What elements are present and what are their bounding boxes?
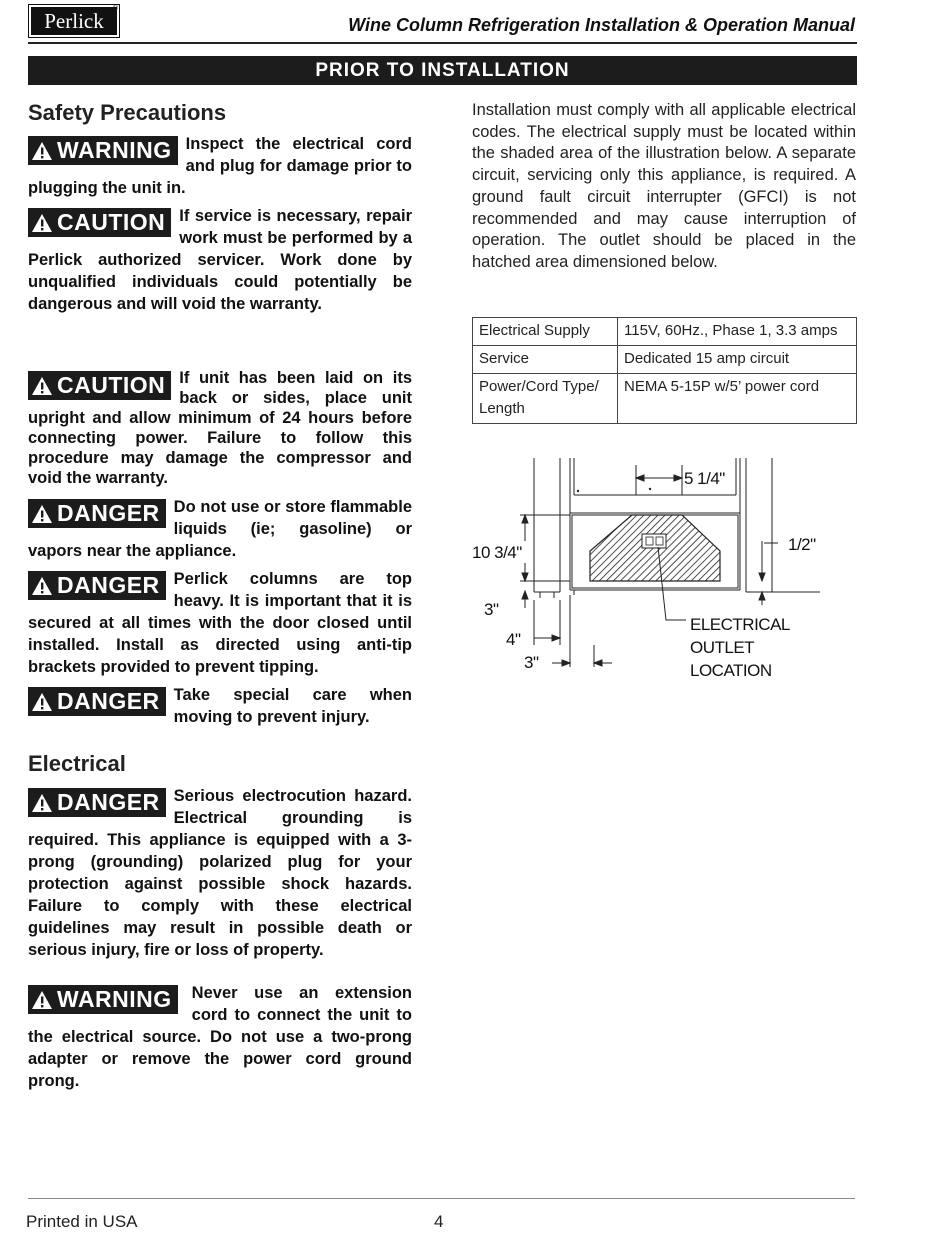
dim-right-label: 1/2" [788,535,816,554]
dim-4-label: 4" [506,630,521,649]
warning-triangle-icon [31,376,53,396]
warning-badge [28,136,178,165]
logo-wordmark: Perlick [31,7,117,35]
danger-badge [28,499,166,528]
alert-text: Never use an extension cord to connect the unit to the electrical source. Do not use a two-prong adapter or remove the power cord ground prong. [28,984,412,1090]
alert-warning-extension-cord [28,982,412,1092]
alert-caution-service [28,205,412,315]
spec-value: Dedicated 15 amp circuit [618,346,857,374]
alert-danger-flammable [28,496,412,562]
footer-printed-in: Printed in USA [26,1212,138,1231]
warning-badge [28,985,178,1014]
dim-top-label: 5 1/4" [684,469,725,488]
alert-text: If service is necessary, repair work must be performed by a Perlick authorized servicer. Work done by unqualified individuals could potentially be dangerous and will void the warranty. [28,207,412,313]
electrical-heading: Electrical [28,751,126,776]
warning-triangle-icon [31,141,53,161]
page-number: 4 [434,1212,444,1231]
spec-value: 115V, 60Hz., Phase 1, 3.3 amps [618,318,857,346]
danger-badge [28,571,166,600]
badge-label: CAUTION [57,209,166,235]
warning-triangle-icon [31,576,53,596]
danger-badge [28,687,166,716]
alert-caution-upright [28,368,412,488]
section-title-bar: PRIOR TO INSTALLATION [28,56,857,85]
alert-text: Serious electrocution hazard. Electrical grounding is required. This appliance is equipped with a 3-prong (grounding) polarized plug for your protection against possible shock hazards. Failure to comply with these electrical guidelines may result in possible death or serious injury, fire or loss of property. [28,787,412,959]
table-row [473,374,857,424]
warning-triangle-icon [31,793,53,813]
warning-triangle-icon [31,990,53,1010]
table-row [473,346,857,374]
spec-label: Electrical Supply [473,318,618,346]
callout-line3: LOCATION [690,661,772,680]
alert-text: If unit has been laid on its back or sides, place unit upright and allow minimum of 24 hours before connecting power. Failure to follow this procedure may damage the compressor and void the warranty. [28,369,412,487]
alert-danger-moving [28,684,412,728]
header-divider [28,42,857,44]
alert-warning-cord [28,133,412,199]
badge-label: DANGER [57,500,160,526]
dim-height-label: 10 3/4" [472,543,522,562]
badge-label: CAUTION [57,372,166,398]
alert-text: Inspect the electrical cord and plug for damage prior to plugging the unit in. [28,135,412,197]
alert-text: Perlick columns are top heavy. It is important that it is secured at all times with the door closed until installed. Install as directed using anti-tip brackets provided to prevent tipping. [28,570,412,676]
caution-badge [28,208,171,237]
caution-badge [28,371,171,400]
dim-3-upper-label: 3" [484,600,499,619]
warning-triangle-icon [31,213,53,233]
safety-heading: Safety Precautions [28,100,227,125]
installation-paragraph: Installation must comply with all applicable electrical codes. The electrical supply must be located within the shaded area of the illustration below. A separate circuit, servicing only this appliance, is required. A ground fault circuit interrupter (GFCI) is not recommended and may cause interruption of operation. The outlet should be placed in the hatched area dimensioned below. [472,101,856,271]
spec-value: NEMA 5-15P w/5’ power cord [618,374,857,424]
alert-text: Take special care when moving to prevent injury. [173,686,412,726]
danger-badge [28,788,166,817]
dim-3-lower-label: 3" [524,653,539,672]
alert-danger-electrocution [28,785,412,961]
callout-line2: OUTLET [690,638,755,657]
badge-label: DANGER [57,572,160,598]
electrical-spec-table [472,317,857,424]
footer-divider [28,1198,855,1199]
warning-triangle-icon [31,504,53,524]
table-row [473,318,857,346]
registered-mark: ® [112,5,118,12]
badge-label: WARNING [57,137,172,163]
alert-danger-top-heavy [28,568,412,678]
outlet-location-diagram [470,455,830,695]
spec-label: Power/Cord Type/ Length [473,374,618,424]
spec-label: Service [473,346,618,374]
badge-label: DANGER [57,688,160,714]
callout-line1: ELECTRICAL [690,615,790,634]
warning-triangle-icon [31,692,53,712]
badge-label: DANGER [57,789,160,815]
badge-label: WARNING [57,986,172,1012]
alert-text: Do not use or store flammable liquids (ie; gasoline) or vapors near the appliance. [28,498,412,560]
document-title: Wine Column Refrigeration Installation & Operation Manual [348,15,855,35]
perlick-logo [28,4,120,38]
